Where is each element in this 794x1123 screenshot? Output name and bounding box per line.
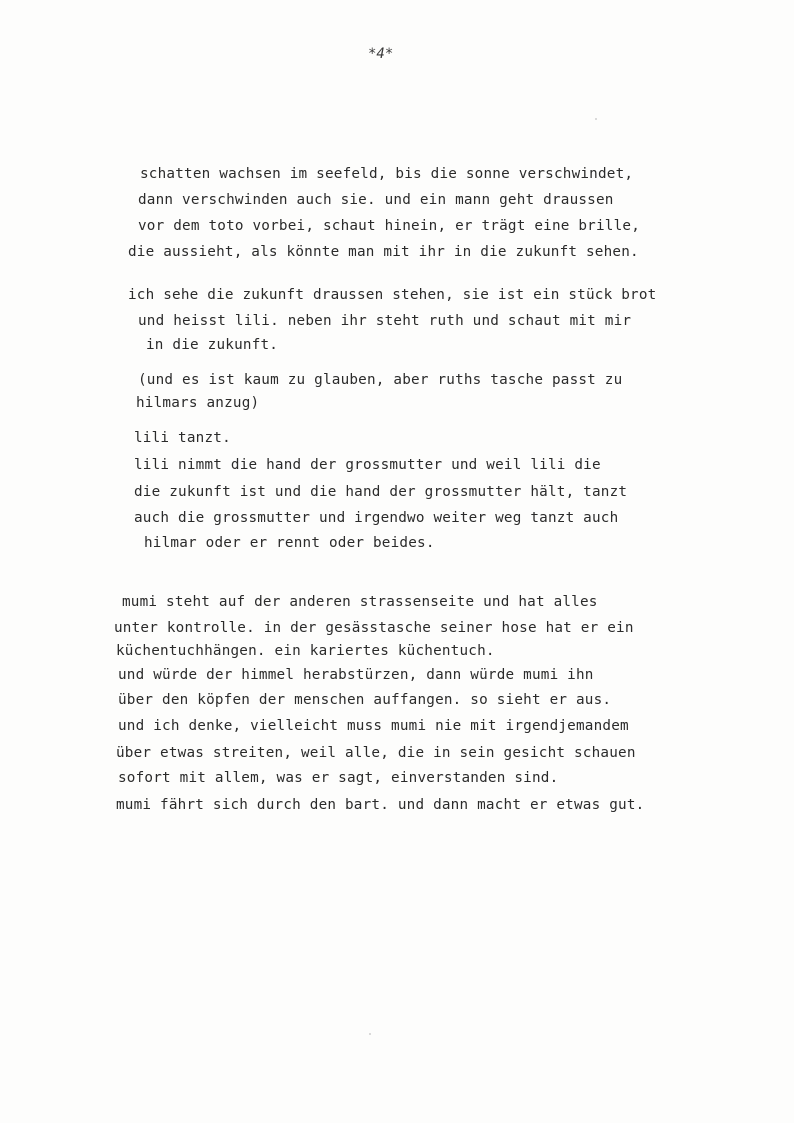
text-line: hilmars anzug)	[136, 395, 260, 411]
scan-speck	[369, 1033, 371, 1035]
text-line: über etwas streiten, weil alle, die in sein gesicht schauen	[116, 745, 636, 761]
text-line: küchentuchhängen. ein kariertes küchentuch.	[116, 643, 495, 659]
text-line: schatten wachsen im seefeld, bis die sonne verschwindet,	[140, 166, 634, 182]
text-line: in die zukunft.	[146, 337, 279, 353]
text-line: die aussieht, als könnte man mit ihr in die zukunft sehen.	[128, 244, 639, 260]
text-line: unter kontrolle. in der gesässtasche seiner hose hat er ein	[114, 620, 634, 636]
page-number: *4*	[368, 46, 394, 62]
text-line: ich sehe die zukunft draussen stehen, sie ist ein stück brot	[128, 287, 657, 303]
text-line: sofort mit allem, was er sagt, einverstanden sind.	[118, 770, 559, 786]
text-line: die zukunft ist und die hand der grossmutter hält, tanzt	[134, 484, 628, 500]
text-line: dann verschwinden auch sie. und ein mann geht draussen	[138, 192, 614, 208]
scan-speck	[595, 118, 597, 120]
text-line: hilmar oder er rennt oder beides.	[144, 535, 435, 551]
text-line: über den köpfen der menschen auffangen. so sieht er aus.	[118, 692, 612, 708]
text-line: lili tanzt.	[134, 430, 231, 446]
text-line: und würde der himmel herabstürzen, dann würde mumi ihn	[118, 667, 594, 683]
text-line: mumi steht auf der anderen strassenseite und hat alles	[122, 594, 598, 610]
text-line: (und es ist kaum zu glauben, aber ruths tasche passt zu	[138, 372, 623, 388]
text-line: auch die grossmutter und irgendwo weiter weg tanzt auch	[134, 510, 619, 526]
text-line: und heisst lili. neben ihr steht ruth und schaut mit mir	[138, 313, 632, 329]
text-line: vor dem toto vorbei, schaut hinein, er trägt eine brille,	[138, 218, 641, 234]
text-line: mumi fährt sich durch den bart. und dann macht er etwas gut.	[116, 797, 645, 813]
text-line: lili nimmt die hand der grossmutter und weil lili die	[134, 457, 601, 473]
text-line: und ich denke, vielleicht muss mumi nie mit irgendjemandem	[118, 718, 629, 734]
